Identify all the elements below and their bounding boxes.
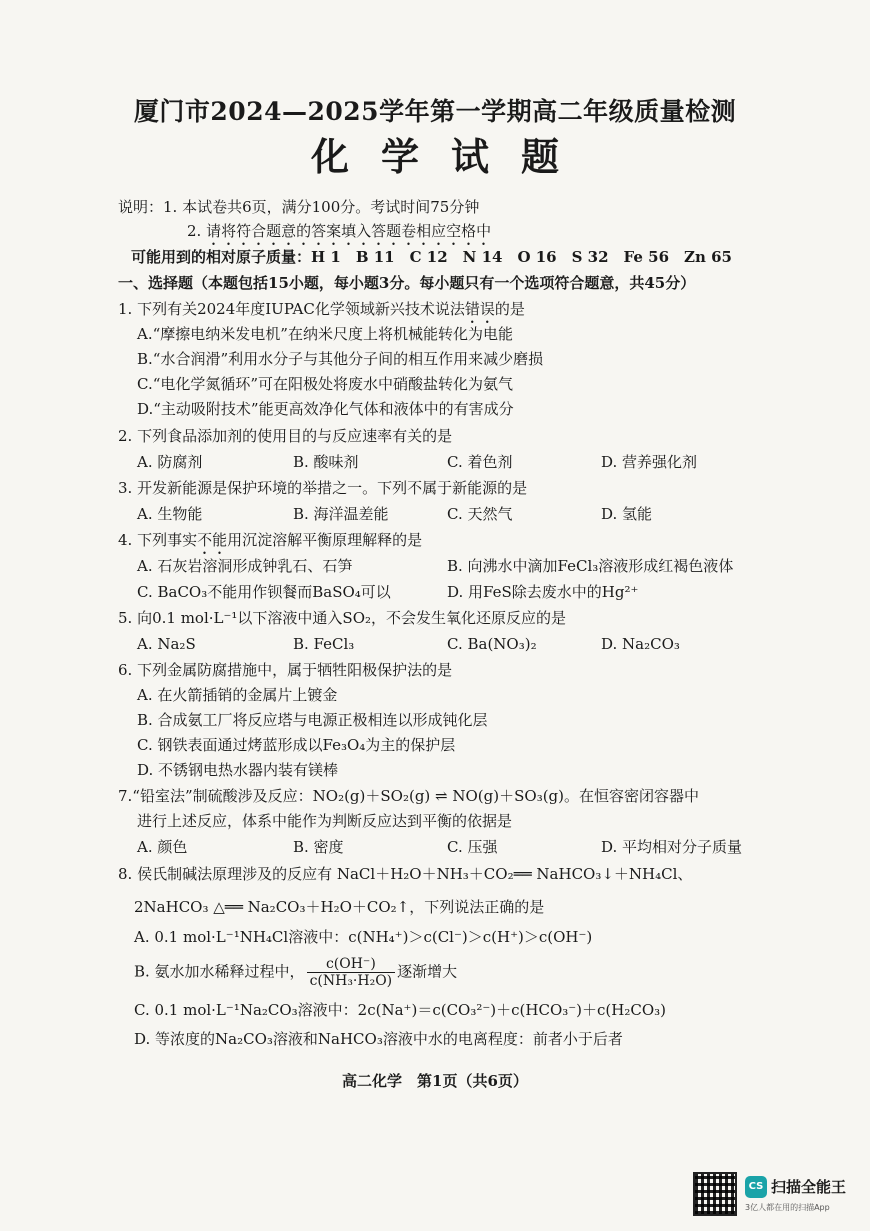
question-1-stem-b: 的是 — [494, 300, 525, 318]
question-6-option-d: D. 不锈钢电热水器内装有镁棒 — [137, 761, 339, 779]
question-8-option-b — [134, 956, 457, 989]
camscanner-logo-icon: CS — [745, 1176, 767, 1198]
question-3-option-d: D. 氢能 — [601, 505, 653, 523]
question-7-option-d: D. 平均相对分子质量 — [601, 838, 743, 856]
instructions-line-2 — [187, 221, 491, 249]
question-7-option-a: A. 颜色 — [137, 838, 188, 856]
question-2-option-c: C. 着色剂 — [447, 453, 513, 471]
question-2-option-d: D. 营养强化剂 — [601, 453, 698, 471]
question-4-stem-b: 用沉淀溶解平衡原理解释的是 — [227, 531, 423, 549]
question-1-emphasis: 错误 — [464, 300, 495, 318]
scanner-app-name: 扫描全能王 — [771, 1178, 847, 1196]
question-8-option-d: D. 等浓度的Na₂CO₃溶液和NaHCO₃溶液中水的电离程度：前者小于后者 — [134, 1030, 623, 1048]
question-1-option-b: B.“水合润滑”利用水分子与其他分子间的相互作用来减少磨损 — [137, 350, 544, 368]
question-8-option-a: A. 0.1 mol·L⁻¹NH₄Cl溶液中：c(NH₄⁺)＞c(Cl⁻)＞c(H⁺)＞c(OH⁻) — [134, 928, 593, 946]
exam-title: 厦门市2024—2025学年第一学期高二年级质量检测 — [133, 97, 737, 126]
question-1-option-a: A.“摩擦电纳米发电机”在纳米尺度上将机械能转化为电能 — [137, 325, 513, 343]
atomic-masses: 可能用到的相对原子质量：H 1 B 11 C 12 N 14 O 16 S 32 Fe 56 Zn 65 — [131, 248, 732, 266]
question-5-stem: 5. 向0.1 mol·L⁻¹以下溶液中通入SO₂，不会发生氧化还原反应的是 — [118, 609, 567, 627]
question-8-option-c: C. 0.1 mol·L⁻¹Na₂CO₃溶液中：2c(Na⁺)＝c(CO₃²⁻)＋c(HCO₃⁻)＋c(H₂CO₃) — [134, 1001, 667, 1019]
question-5-option-d: D. Na₂CO₃ — [601, 635, 680, 653]
instructions-line-2-number: 2. — [187, 222, 202, 240]
question-5-option-c: C. Ba(NO₃)₂ — [447, 635, 537, 653]
question-8-stem-line-2: 2NaHCO₃ △══ Na₂CO₃＋H₂O＋CO₂↑，下列说法正确的是 — [134, 898, 545, 916]
question-3-stem: 3. 开发新能源是保护环境的举措之一。下列不属于新能源的是 — [118, 479, 528, 497]
question-1-option-d: D.“主动吸附技术”能更高效净化气体和液体中的有害成分 — [137, 400, 514, 418]
qr-code-icon — [693, 1172, 737, 1216]
question-8-option-b-suffix: 逐渐增大 — [397, 962, 458, 981]
question-3-option-c: C. 天然气 — [447, 505, 513, 523]
question-8-stem-line-1: 8. 侯氏制碱法原理涉及的反应有 NaCl＋H₂O＋NH₃＋CO₂══ NaHCO₃↓＋NH₄Cl、 — [118, 865, 693, 883]
question-4-option-c: C. BaCO₃不能用作钡餐而BaSO₄可以 — [137, 583, 391, 601]
instructions-line-1: 说明：1. 本试卷共6页，满分100分。考试时间75分钟 — [118, 198, 480, 216]
question-6-option-b: B. 合成氨工厂将反应塔与电源正极相连以形成钝化层 — [137, 711, 488, 729]
question-8-option-b-text: B. 氨水加水稀释过程中， — [134, 962, 305, 981]
instructions-line-2-text: 请将符合题意的答案填入答题卷相应空格中 — [206, 222, 492, 240]
question-5-option-b: B. FeCl₃ — [293, 635, 355, 653]
question-2-option-a: A. 防腐剂 — [137, 453, 203, 471]
question-1-option-c: C.“电化学氮循环”可在阳极处将废水中硝酸盐转化为氨气 — [137, 375, 514, 393]
question-6-option-a: A. 在火箭插销的金属片上镀金 — [137, 686, 338, 704]
fraction-denominator: c(NH₃·H₂O) — [309, 973, 393, 989]
question-7-stem-line-1: 7.“铅室法”制硫酸涉及反应：NO₂(g)＋SO₂(g) ⇌ NO(g)＋SO₃(g)。在恒容密闭容器中 — [118, 787, 700, 805]
page-footer: 高二化学 第1页（共6页） — [342, 1072, 528, 1090]
question-4-emphasis: 不能 — [197, 531, 228, 549]
question-8-option-b-fraction — [307, 956, 396, 989]
question-6-option-c: C. 钢铁表面通过烤蓝形成以Fe₃O₄为主的保护层 — [137, 736, 456, 754]
question-7-option-c: C. 压强 — [447, 838, 498, 856]
question-7-option-b: B. 密度 — [293, 838, 344, 856]
question-3-option-b: B. 海洋温差能 — [293, 505, 389, 523]
question-4-option-d: D. 用FeS除去废水中的Hg²⁺ — [447, 583, 639, 601]
question-1-stem-a: 1. 下列有关2024年度IUPAC化学领域新兴技术说法 — [118, 300, 465, 318]
question-4-option-b: B. 向沸水中滴加FeCl₃溶液形成红褐色液体 — [447, 557, 734, 575]
question-4-stem — [118, 530, 422, 558]
scanner-app-tagline: 3亿人都在用的扫描App — [745, 1203, 830, 1212]
question-6-stem: 6. 下列金属防腐措施中，属于牺牲阳极保护法的是 — [118, 661, 453, 679]
fraction-numerator: c(OH⁻) — [307, 956, 396, 973]
question-4-stem-a: 4. 下列事实 — [118, 531, 198, 549]
question-4-option-a: A. 石灰岩溶洞形成钟乳石、石笋 — [137, 557, 353, 575]
subject-title: 化学试题 — [310, 134, 591, 179]
question-1-stem — [118, 299, 525, 327]
question-5-option-a: A. Na₂S — [137, 635, 196, 653]
question-7-stem-line-2: 进行上述反应，体系中能作为判断反应达到平衡的依据是 — [137, 812, 513, 830]
section-heading: 一、选择题（本题包括15小题，每小题3分。每小题只有一个选项符合题意，共45分） — [118, 274, 696, 292]
question-3-option-a: A. 生物能 — [137, 505, 203, 523]
question-2-stem: 2. 下列食品添加剂的使用目的与反应速率有关的是 — [118, 427, 453, 445]
question-2-option-b: B. 酸味剂 — [293, 453, 359, 471]
